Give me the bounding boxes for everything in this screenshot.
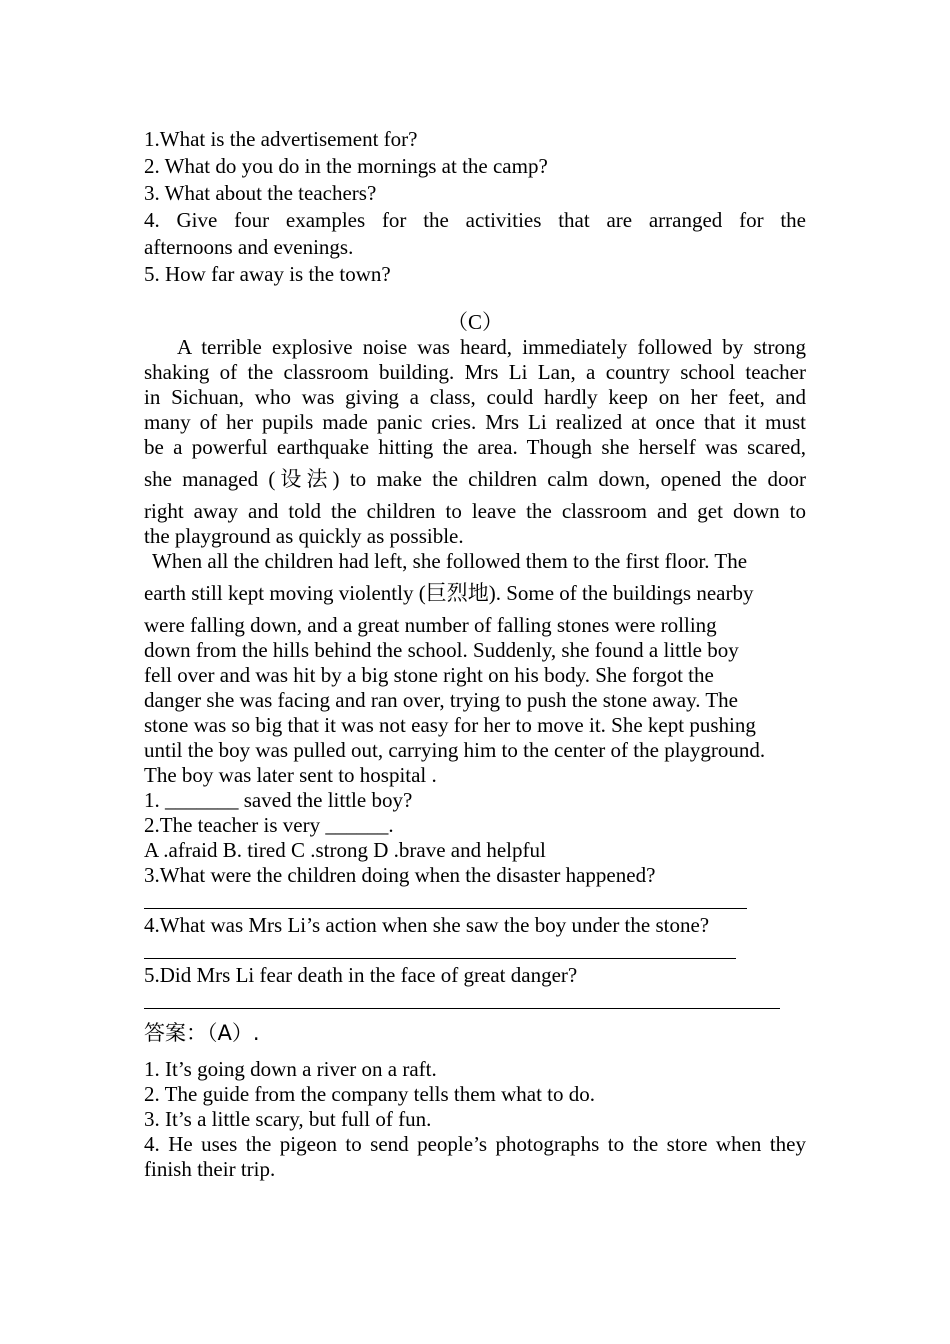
passage-line: fell over and was hit by a big stone right on his body. She forgot the — [144, 663, 714, 687]
passage-line: in Sichuan, who was giving a class, could hardly keep on her feet, and — [144, 385, 806, 409]
answer-line: 4. He uses the pigeon to send people’s photographs to the store when they — [144, 1132, 806, 1156]
passage-line: shaking of the classroom building. Mrs Li Lan, a country school teacher — [144, 360, 806, 384]
document-page — [144, 126, 806, 1182]
question-line: afternoons and evenings. — [144, 235, 354, 259]
passage-line: down from the hills behind the school. Suddenly, she found a little boy — [144, 638, 739, 662]
passage-line: the playground as quickly as possible. — [144, 524, 464, 548]
question-line: 1.What is the advertisement for? — [144, 127, 418, 151]
passage-line: many of her pupils made panic cries. Mrs Li realized at once that it must — [144, 410, 806, 434]
question-line: 2.The teacher is very ______. — [144, 813, 394, 837]
passage-line: until the boy was pulled out, carrying him to the center of the playground. — [144, 738, 766, 762]
passage-line — [144, 460, 806, 499]
question-line: 1. _______ saved the little boy? — [144, 788, 413, 812]
question-line: 2. What do you do in the mornings at the camp? — [144, 154, 548, 178]
answer-blank-line — [144, 938, 806, 963]
passage-line: A terrible explosive noise was heard, immediately followed by strong — [177, 335, 806, 359]
section-heading: （C） — [446, 310, 503, 334]
passage-line: stone was so big that it was not easy for her to move it. She kept pushing — [144, 713, 756, 737]
answer-line: 2. The guide from the company tells them what to do. — [144, 1082, 596, 1106]
passage-line: When all the children had left, she followed them to the first floor. The — [152, 549, 748, 573]
answer-options: A .afraid B. tired C .strong D .brave and helpful — [144, 838, 546, 862]
passage — [144, 335, 806, 788]
question-line: 3. What about the teachers? — [144, 181, 377, 205]
question-line: 3.What were the children doing when the disaster happened? — [144, 863, 656, 887]
answers-heading: 答案：（A）. — [144, 1021, 260, 1045]
passage-line: were falling down, and a great number of falling stones were rolling — [144, 613, 717, 637]
answer-line: 3. It’s a little scary, but full of fun. — [144, 1107, 432, 1131]
answer-line: 1. It’s going down a river on a raft. — [144, 1057, 437, 1081]
answer-blank-line — [144, 988, 806, 1013]
spacer — [144, 288, 806, 310]
passage-line: The boy was later sent to hospital . — [144, 763, 437, 787]
question-line: 4.What was Mrs Li’s action when she saw the boy under the stone? — [144, 913, 710, 937]
passage-line: be a powerful earthquake hitting the area. Though she herself was scared, — [144, 435, 806, 459]
question-line: 5. How far away is the town? — [144, 262, 391, 286]
passage-text: she managed (设法) to make the children calm down, opened the door — [144, 467, 806, 491]
answer-blank-line — [144, 888, 806, 913]
question-line: 5.Did Mrs Li fear death in the face of great danger? — [144, 963, 578, 987]
questions-section-b — [144, 126, 806, 288]
passage-line: earth still kept moving violently (巨烈地). Some of the buildings nearby — [144, 581, 754, 605]
questions-section-c — [144, 788, 806, 1013]
passage-line: right away and told the children to leave the classroom and get down to — [144, 499, 806, 523]
answers-list — [144, 1057, 806, 1182]
answer-line: finish their trip. — [144, 1157, 276, 1181]
passage-line: danger she was facing and ran over, trying to push the stone away. The — [144, 688, 738, 712]
question-line: 4. Give four examples for the activities that are arranged for the — [144, 208, 806, 232]
